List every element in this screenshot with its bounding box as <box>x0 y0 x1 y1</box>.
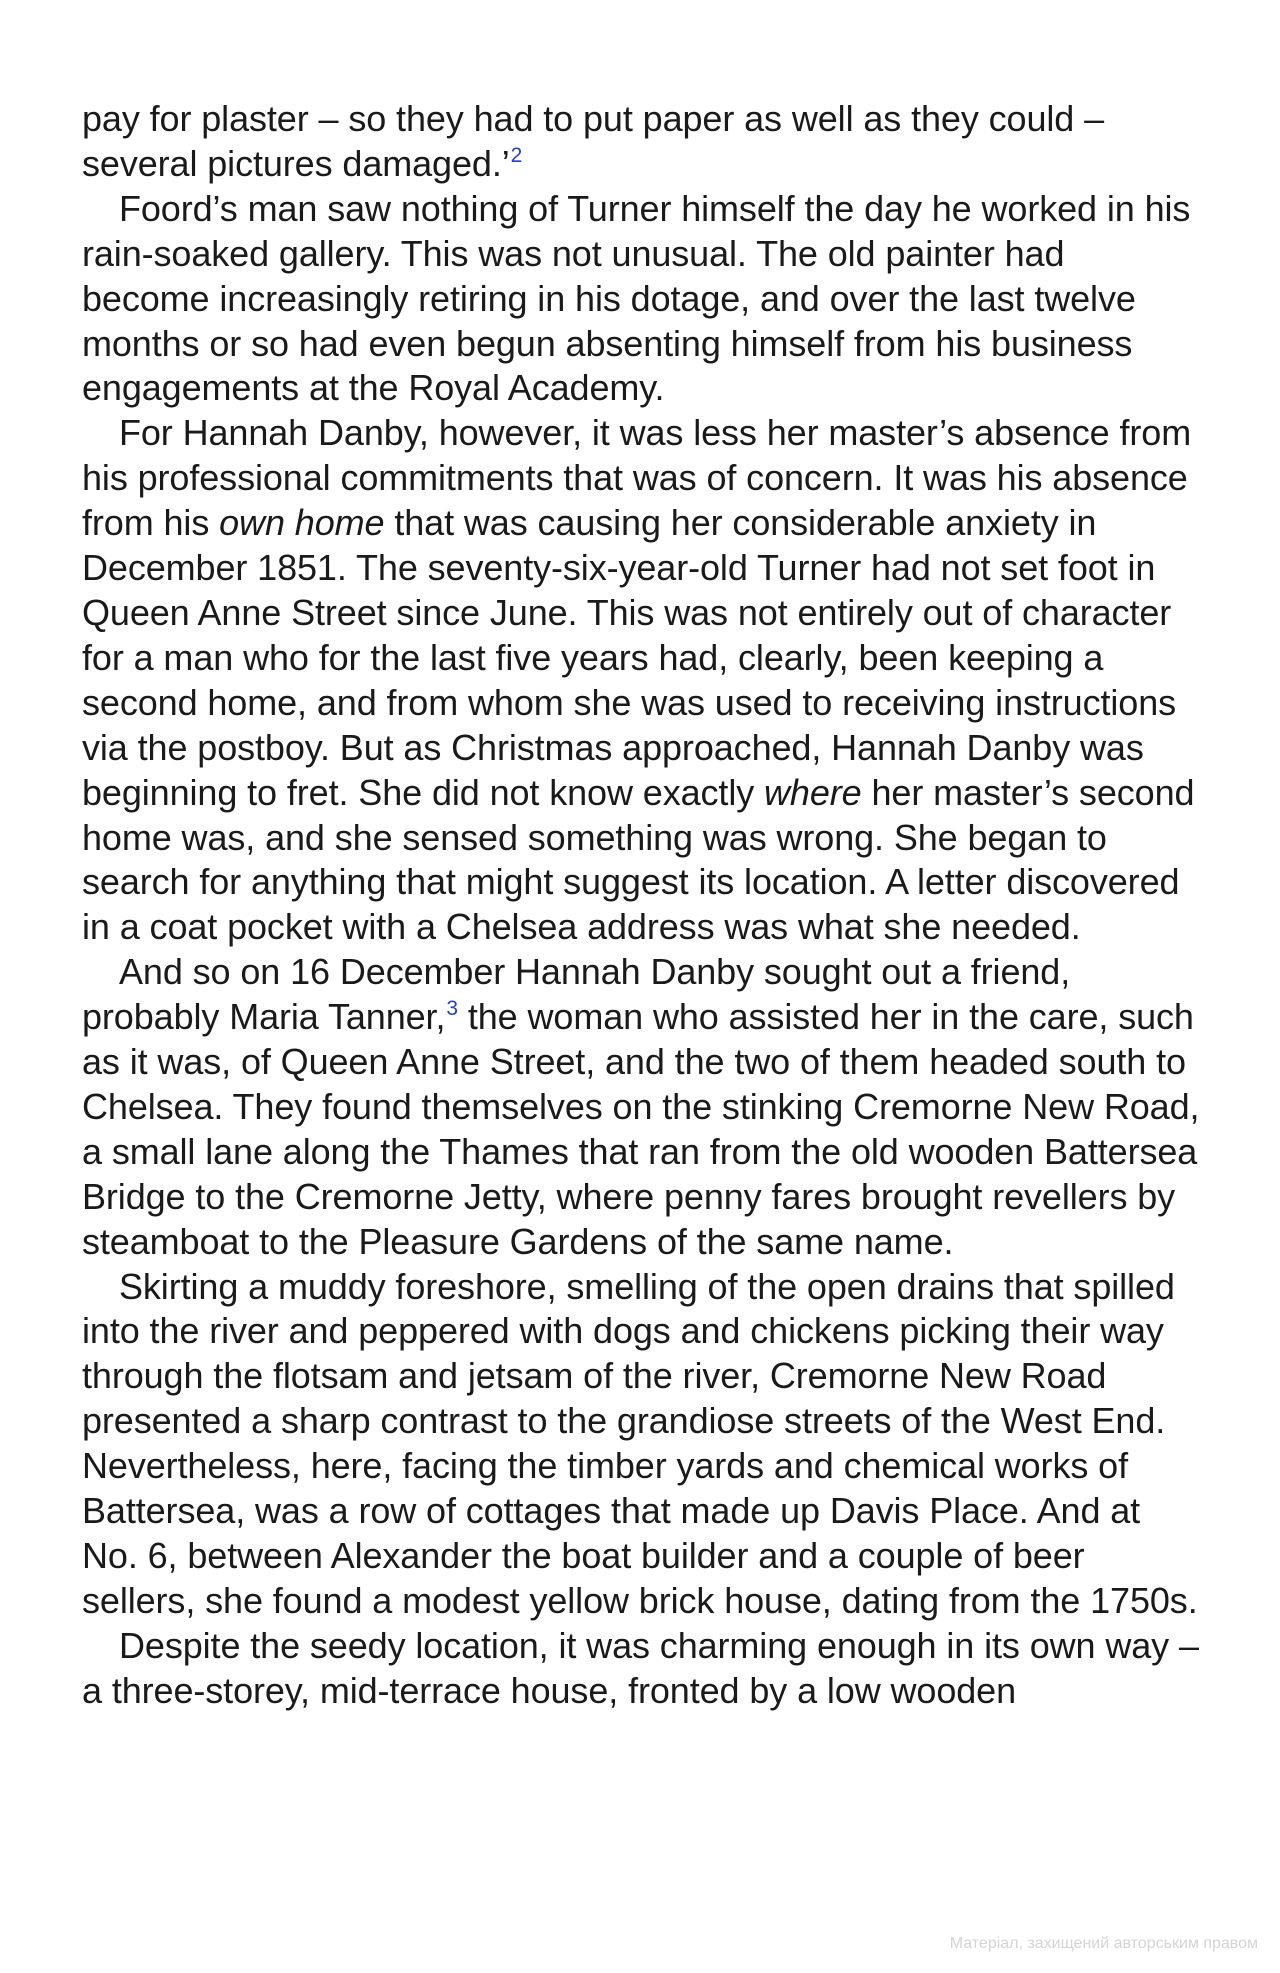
paragraph-1-text: pay for plaster – so they had to put paper as well as they could – several pictures damaged.’ <box>82 98 1105 184</box>
emphasis-where: where <box>764 771 862 813</box>
footnote-ref-3[interactable]: 3 <box>446 997 458 1021</box>
emphasis-own-home: own home <box>219 502 385 544</box>
paragraph-3-part-a: For Hannah Danby, however, it was less her master’s absence from his professional commitments that was of concern. It was his absence from his <box>82 412 1192 544</box>
paragraph-4 <box>82 950 1200 1264</box>
paragraph-2: Foord’s man saw nothing of Turner himself the day he worked in his rain-soaked gallery. This was not unusual. The old painter had become increasingly retiring in his dotage, and over the last twelve months or so had even begun absenting himself from his business engagements at the Royal Academy. <box>82 187 1191 409</box>
copyright-watermark: Матеріал, захищений авторським правом <box>949 1935 1258 1952</box>
paragraph-3 <box>82 411 1200 950</box>
footnote-ref-2[interactable]: 2 <box>510 143 523 167</box>
paragraph-3-part-b: that was causing her considerable anxiety in December 1851. The seventy-six-year-old Turner had not set foot in Queen Anne Street since June. This was not entirely out of character for a man who for the last five years had, clearly, been keeping a second home, and from whom she was used to receiving instructions via the postboy. But as Christmas approached, Hannah Danby was beginning to fret. She did not know exactly <box>82 502 1177 813</box>
paragraph-1 <box>82 97 1200 187</box>
paragraph-4-part-b: the woman who assisted her in the care, such as it was, of Queen Anne Street, and the two of them headed south to Chelsea. They found themselves on the stinking Cremorne New Road, a small lane along the Thames that ran from the old wooden Battersea Bridge to the Cremorne Jetty, where penny fares brought revellers by steamboat to the Pleasure Gardens of the same name. <box>82 996 1200 1262</box>
paragraph-3-part-c: her master’s second home was, and she sensed something was wrong. She began to search for anything that might suggest its location. A letter discovered in a coat pocket with a Chelsea address was what she needed. <box>82 771 1195 948</box>
book-page-body <box>82 97 1200 1714</box>
paragraph-4-part-a: And so on 16 December Hannah Danby sought out a friend, probably Maria Tanner, <box>82 951 1071 1038</box>
paragraph-6: Despite the seedy location, it was charming enough in its own way – a three-storey, mid-terrace house, fronted by a low wooden <box>82 1624 1199 1711</box>
paragraph-5: Skirting a muddy foreshore, smelling of the open drains that spilled into the river and peppered with dogs and chickens picking their way through the flotsam and jetsam of the river, Cremorne New Road presented a sharp contrast to the grandiose streets of the West End. Nevertheless, here, facing the timber yards and chemical works of Battersea, was a row of cottages that made up Davis Place. And at No. 6, between Alexander the boat builder and a couple of beer sellers, she found a modest yellow brick house, dating from the 1750s. <box>82 1265 1198 1621</box>
